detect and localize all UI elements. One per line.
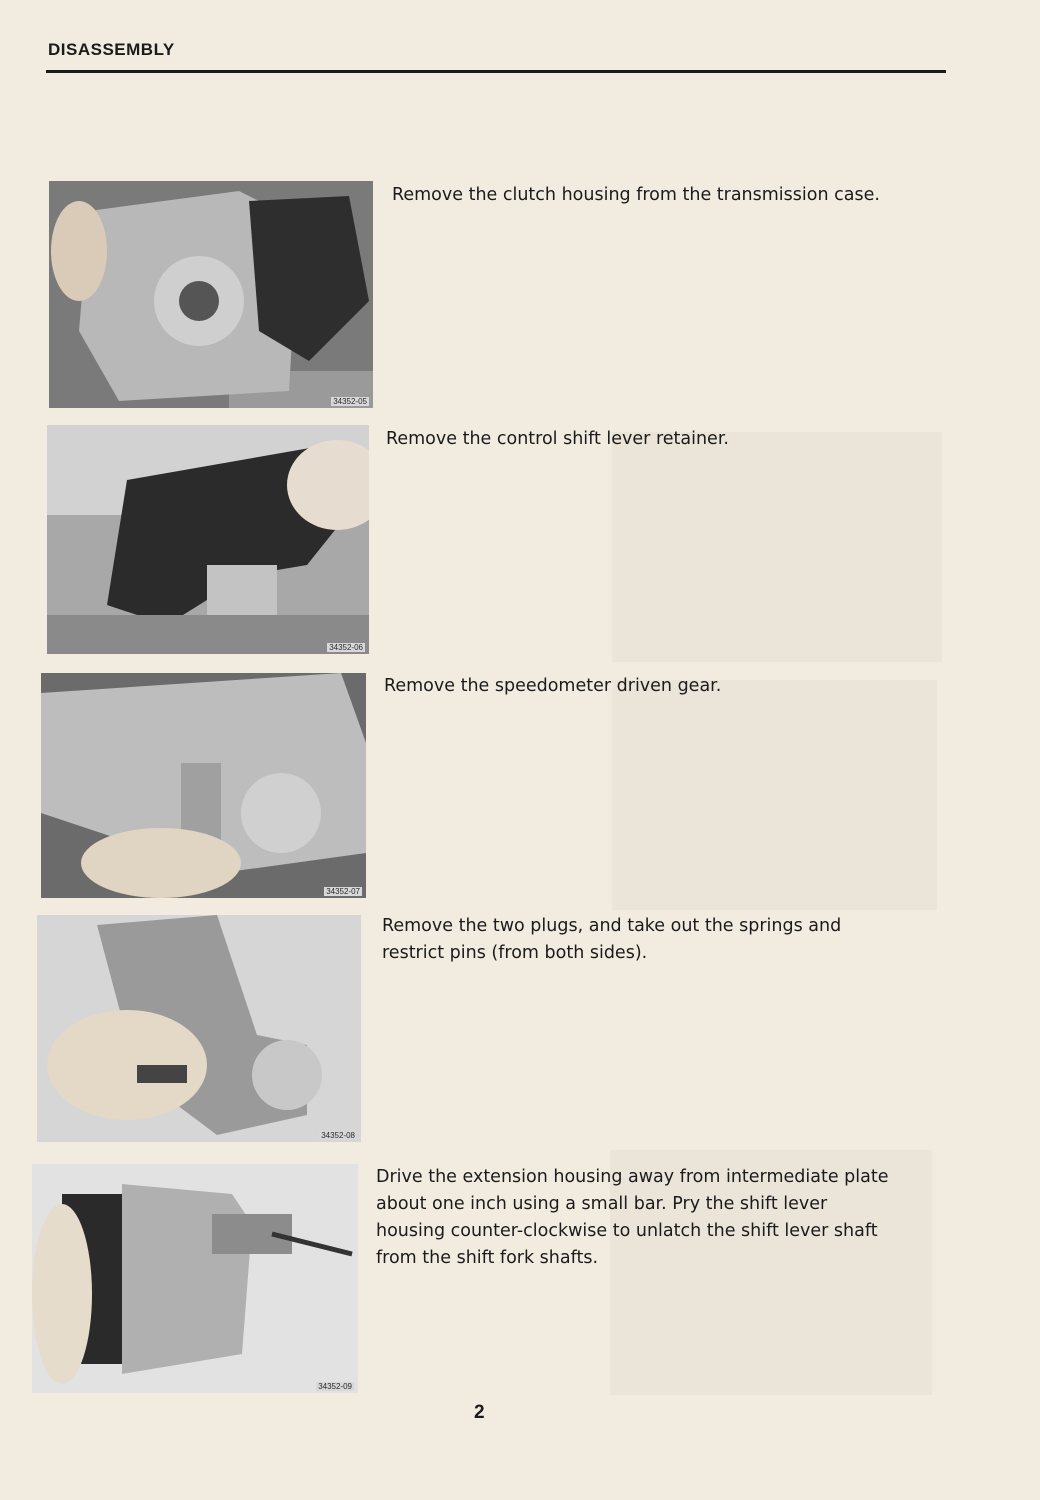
step-photo-extension-housing <box>32 1164 358 1393</box>
step-5-text: Drive the extension housing away from intermediate plate about one inch using a small bar. Pry the shift lever housing counter-clockwise to unlatch the shift lever shaft from the shift fork shafts. <box>376 1167 889 1268</box>
step-photo-shift-lever-retainer <box>47 425 369 654</box>
step-2-text: Remove the control shift lever retainer. <box>386 429 729 449</box>
step-photo-plugs-springs <box>37 915 361 1142</box>
plugs-springs-illustration <box>37 915 361 1142</box>
step-3-text: Remove the speedometer driven gear. <box>384 676 722 696</box>
photo-code: 34352-08 <box>321 1131 355 1140</box>
header-rule <box>46 70 946 73</box>
extension-housing-illustration <box>32 1164 358 1393</box>
speedometer-gear-illustration <box>41 673 366 898</box>
bleed-through-panel <box>612 432 942 662</box>
photo-code: 34352-09 <box>318 1382 352 1391</box>
page-header-title: DISASSEMBLY <box>48 40 175 59</box>
step-1-text: Remove the clutch housing from the transmission case. <box>392 185 880 205</box>
photo-code: 34352-05 <box>333 397 367 406</box>
photo-code: 34352-07 <box>326 887 360 896</box>
step-4-text: Remove the two plugs, and take out the springs and restrict pins (from both sides). <box>382 916 842 963</box>
clutch-housing-illustration <box>49 181 373 408</box>
bleed-through-panel <box>612 680 937 910</box>
page-number: 2 <box>474 1402 485 1423</box>
step-photo-speedometer-gear <box>41 673 366 898</box>
step-photo-clutch-housing <box>49 181 373 408</box>
photo-code: 34352-06 <box>329 643 363 652</box>
shift-lever-retainer-illustration <box>47 425 369 654</box>
